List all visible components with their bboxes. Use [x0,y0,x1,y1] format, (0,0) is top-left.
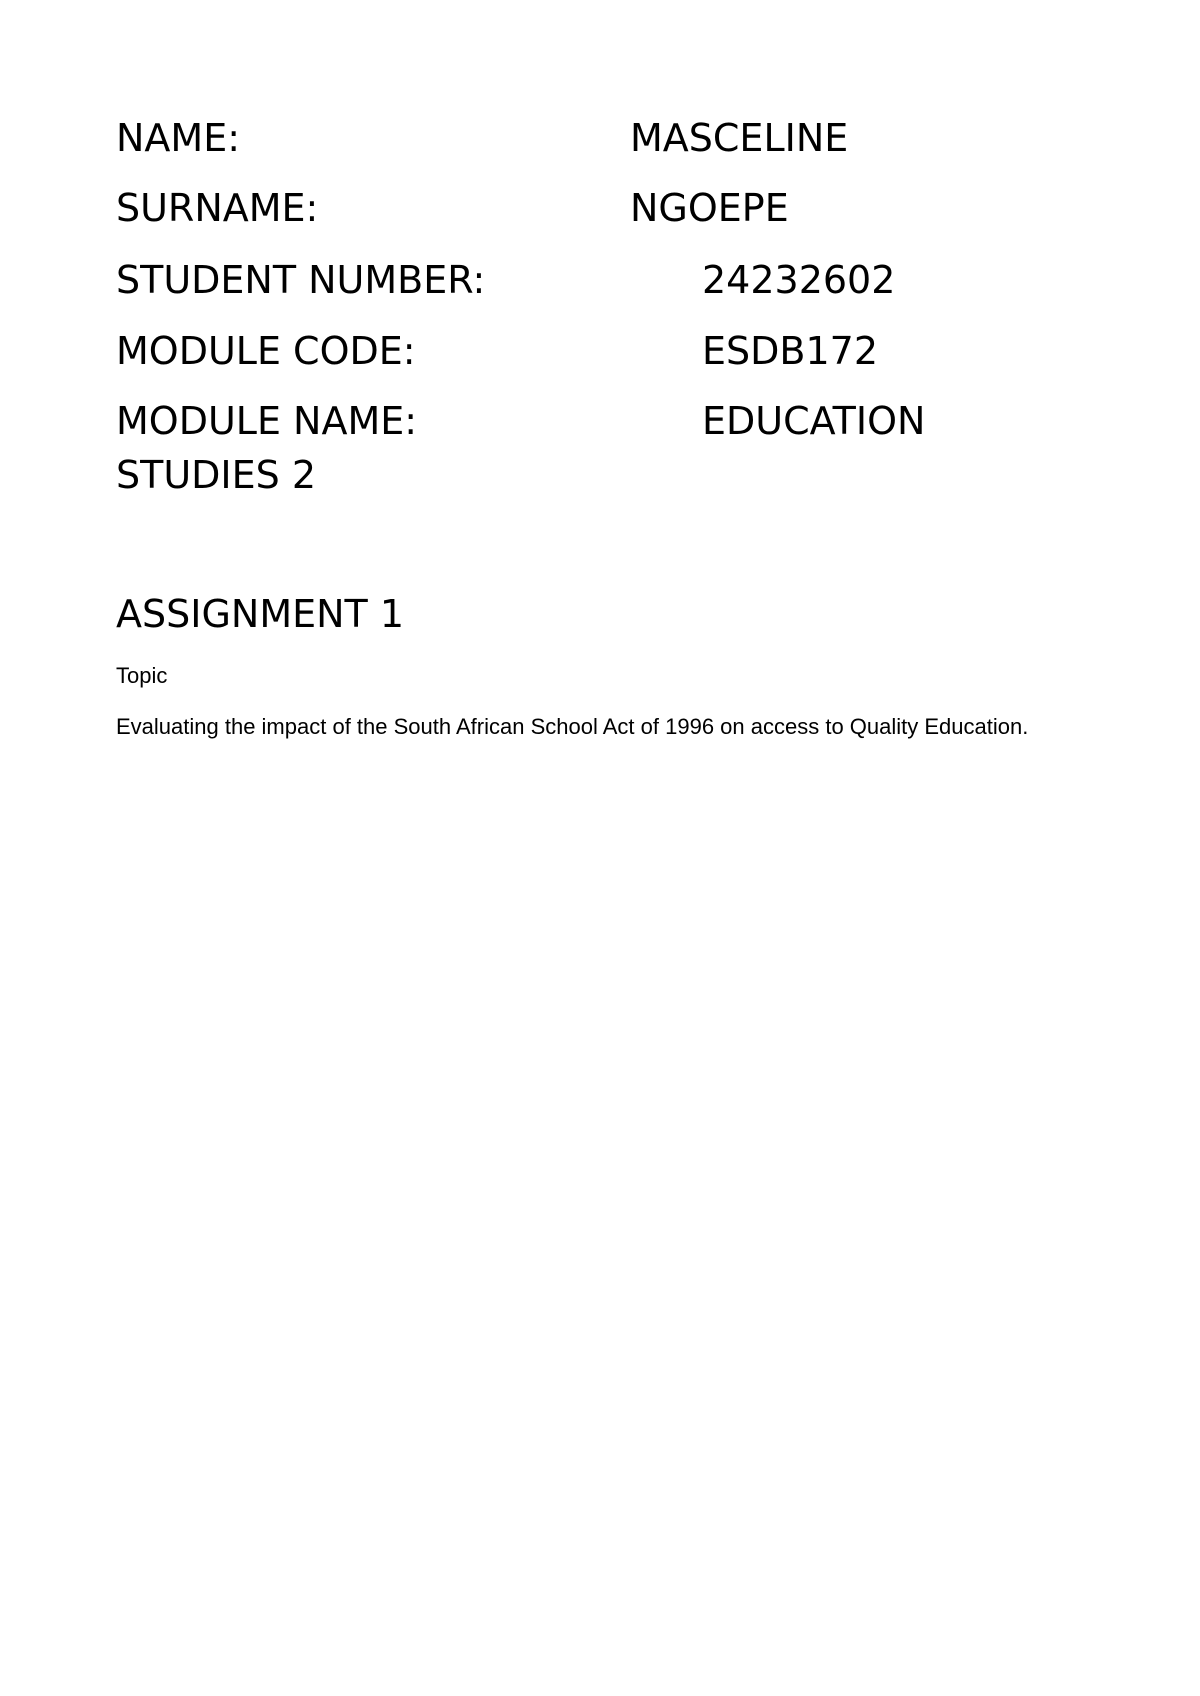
surname-value: NGOEPE [630,186,789,230]
student-number-value: 24232602 [702,258,896,302]
assignment-title: ASSIGNMENT 1 [116,592,405,636]
topic-text: Evaluating the impact of the South African School Act of 1996 on access to Quality Education. [116,714,1029,739]
module-name-value: EDUCATION [702,399,926,443]
name-value: MASCELINE [630,116,849,160]
module-name-value-continued: STUDIES 2 [116,453,317,497]
topic-label: Topic [116,663,168,688]
name-label: NAME: [116,116,241,160]
module-code-label: MODULE CODE: [116,329,416,373]
student-number-label: STUDENT NUMBER: [116,258,486,302]
surname-label: SURNAME: [116,186,319,230]
module-name-label: MODULE NAME: [116,399,418,443]
module-code-value: ESDB172 [702,329,878,373]
